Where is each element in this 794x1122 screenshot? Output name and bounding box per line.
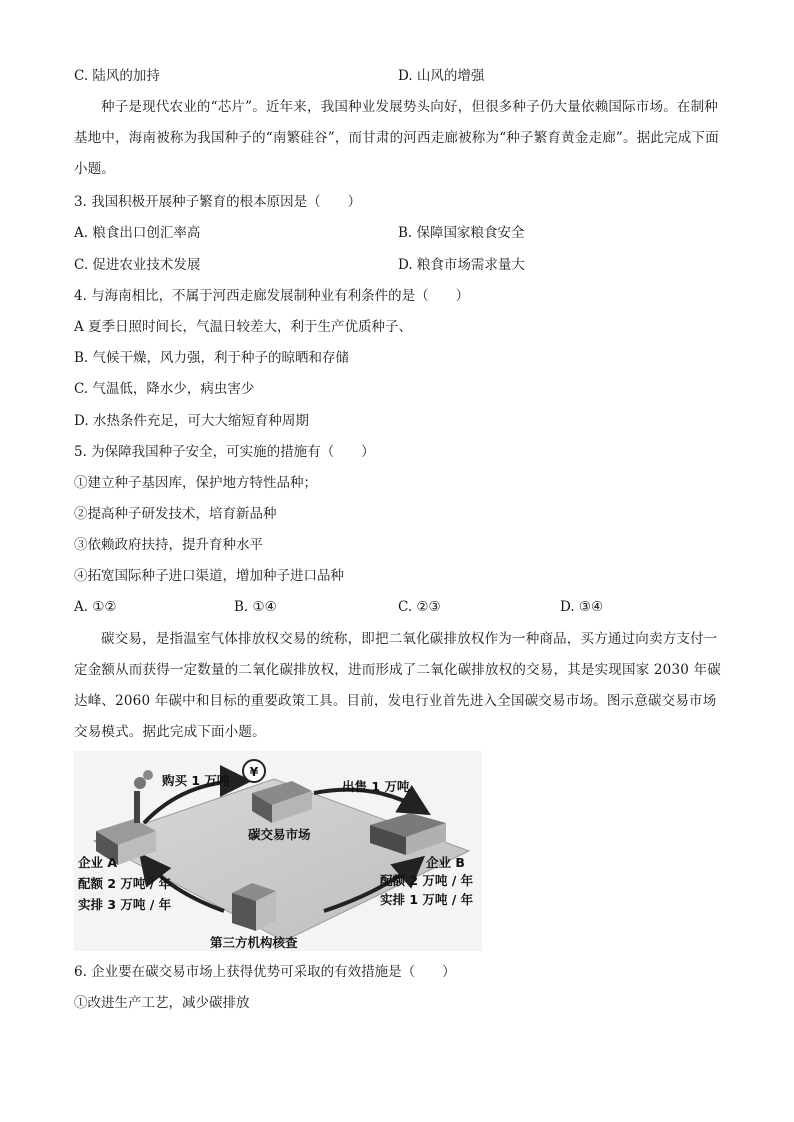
buy-label: 购买 1 万吨 [162, 773, 230, 788]
company-b-label: 企业 B [426, 855, 465, 870]
q3-stem: 3. 我国积极开展种子繁育的根本原因是（ ） [74, 194, 362, 210]
option-c-prev: C. 陆风的加持 [74, 68, 160, 84]
q5-option-b: B. ①④ [234, 599, 277, 615]
q4-option-d: D. 水热条件充足，可大大缩短育种周期 [74, 413, 309, 429]
passage-carbon [74, 624, 724, 748]
third-party-label: 第三方机构核查 [210, 935, 298, 950]
q4-option-b: B. 气候干燥，风力强，利于种子的晾晒和存储 [74, 350, 350, 366]
q5-statement-3: ③依赖政府扶持，提升育种水平 [74, 537, 263, 553]
q5-option-c: C. ②③ [398, 599, 441, 615]
company-a-actual: 实排 3 万吨 / 年 [78, 897, 172, 912]
company-a-label: 企业 A [78, 855, 118, 870]
q3-option-d: D. 粮食市场需求量大 [398, 257, 525, 273]
q5-option-d: D. ③④ [560, 599, 604, 615]
carbon-trading-diagram [74, 751, 482, 951]
market-label: 碳交易市场 [248, 827, 311, 842]
yuan-symbol: ¥ [249, 764, 259, 779]
passage-carbon-text: 碳交易，是指温室气体排放权交易的统称，即把二氧化碳排放权作为一种商品，买方通过向卖方支付一定金额从而获得一定数量的二氧化碳排放权，进而形成了二氧化碳排放权的交易，其是实现国家 2030 年碳达峰、2060 年碳中和目标的重要政策工具。目前，发电行业首先进入全国碳交易市场。图示意碳交易市场交易模式。据此完成下面小题。 [74, 631, 721, 740]
carbon-trading-diagram-svg [74, 751, 482, 951]
q4-option-c: C. 气温低，降水少，病虫害少 [74, 381, 255, 397]
q6-stem: 6. 企业要在碳交易市场上获得优势可采取的有效措施是（ ） [74, 964, 456, 980]
q5-statement-4: ④拓宽国际种子进口渠道，增加种子进口品种 [74, 568, 344, 584]
passage-seed-text: 种子是现代农业的“芯片”。近年来，我国种业发展势头向好，但很多种子仍大量依赖国际市场。在制种基地中，海南被称为我国种子的“南繁硅谷”，而甘肃的河西走廊被称为“种子繁育黄金走廊”。据此完成下面小题。 [74, 99, 719, 177]
company-b-quota: 配额 2 万吨 / 年 [380, 873, 474, 888]
q4-option-a: A 夏季日照时间长，气温日较差大，利于生产优质种子、 [74, 319, 413, 335]
sell-label: 出售 1 万吨 [342, 779, 410, 794]
q3-option-c: C. 促进农业技术发展 [74, 257, 201, 273]
company-a-quota: 配额 2 万吨 / 年 [78, 876, 172, 891]
q5-statement-2: ②提高种子研发技术，培育新品种 [74, 506, 277, 522]
company-b-actual: 实排 1 万吨 / 年 [380, 892, 474, 907]
q3-option-a: A. 粮食出口创汇率高 [74, 225, 201, 241]
q4-stem: 4. 与海南相比，不属于河西走廊发展制种业有利条件的是（ ） [74, 288, 470, 304]
q3-option-b: B. 保障国家粮食安全 [398, 225, 525, 241]
passage-seed [74, 92, 724, 185]
q5-stem: 5. 为保障我国种子安全，可实施的措施有（ ） [74, 444, 375, 460]
q5-option-a: A. ①② [74, 599, 117, 615]
option-d-prev: D. 山风的增强 [398, 68, 485, 84]
q6-statement-1: ①改进生产工艺，减少碳排放 [74, 995, 250, 1011]
third-party-building-icon [232, 883, 276, 931]
q5-statement-1: ①建立种子基因库，保护地方特性品种； [74, 475, 317, 491]
